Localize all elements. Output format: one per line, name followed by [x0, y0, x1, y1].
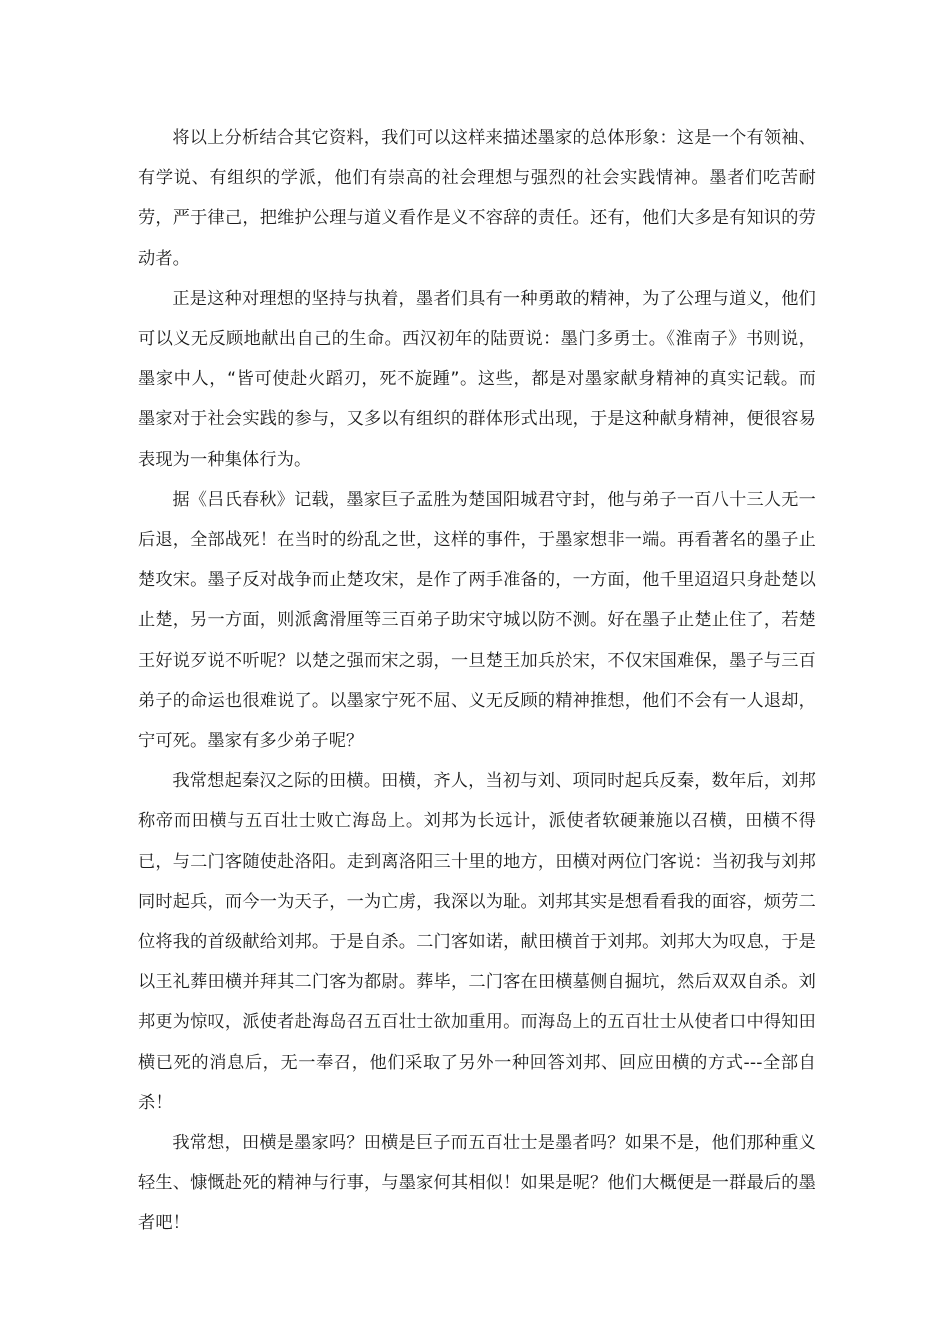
paragraph-2: 正是这种对理想的坚持与执着，墨者们具有一种勇敢的精神，为了公理与道义，他们可以义无反顾地献出自己的生命。西汉初年的陆贾说：墨门多勇士。《淮南子》书则说，墨家中人，“皆可使赴火蹈刃，死不旋踵”。这些，都是对墨家献身精神的真实记载。而 墨家对于社会实践的参与，又多以有组织的群体形式出现，于是这种献身精神，便很容易表现为一种集体行为。	[138, 288, 816, 470]
paragraph-1: 将以上分析结合其它资料，我们可以这样来描述墨家的总体形象：这是一个有领袖、有学说、有组织的学派，他们有崇高的社会理想与强烈的社会实践情神。墨者们吃苦耐劳，严于律己，把维护公理与道义看作是义不容辞的责任。还有，他们大多是有知识的劳动者。	[138, 128, 816, 269]
paragraph-3: 据《吕氏春秋》记载，墨家巨子孟胜为楚国阳城君守封，他与弟子一百八十三人无一后退，全部战死！在当时的纷乱之世，这样的事件，于墨家想非一端。再看著名的墨子止楚攻宋。墨子反对战争而止楚攻宋，是作了两手准备的，一方面，他千里迢迢只身赴楚以止楚，另一方面，则派禽滑厘等三百弟子助宋守城以防不测。好在墨子止楚止住了，若楚王好说歹说不听呢？以楚之强而宋之弱，一旦楚王加兵於宋，不仅宋国难保，墨子与三百弟子的命运也很难说了。以墨家宁死不屈、义无反顾的精神推想，他们不会有一人退却，宁可死。墨家有多少弟子呢？	[138, 489, 816, 752]
paragraph-5: 我常想，田横是墨家吗？田横是巨子而五百壮士是墨者吗？如果不是，他们那种重义轻生、慷慨赴死的精神与行事，与墨家何其相似！如果是呢？他们大概便是一群最后的墨者吧！	[138, 1133, 816, 1234]
paragraph-4: 我常想起秦汉之际的田横。田横，齐人，当初与刘、项同时起兵反秦，数年后，刘邦称帝而田横与五百壮士败亡海岛上。刘邦为长远计，派使者软硬兼施以召横，田横不得已，与二门客随使赴洛阳。走到离洛阳三十里的地方，田横对两位门客说：当初我与刘邦同时起兵，而今一为天子，一为亡虏，我深以为耻。刘邦其实是想看看我的面容，烦劳二位将我的首级献给刘邦。于是自杀。二门客如诺，献田横首于刘邦。刘邦大为叹息，于是以王礼葬田横并拜其二门客为都尉。葬毕，二门客在田横墓侧自掘坑，然后双双自杀。刘邦更为惊叹，派使者赴海岛召五百壮士欲加重用。而海岛上的五百壮士从使者口中得知田横已死的消息后，无一奉召，他们采取了另外一种回答刘邦、回应田横的方式---全部自杀！	[138, 771, 816, 1113]
document-body	[138, 118, 816, 1244]
